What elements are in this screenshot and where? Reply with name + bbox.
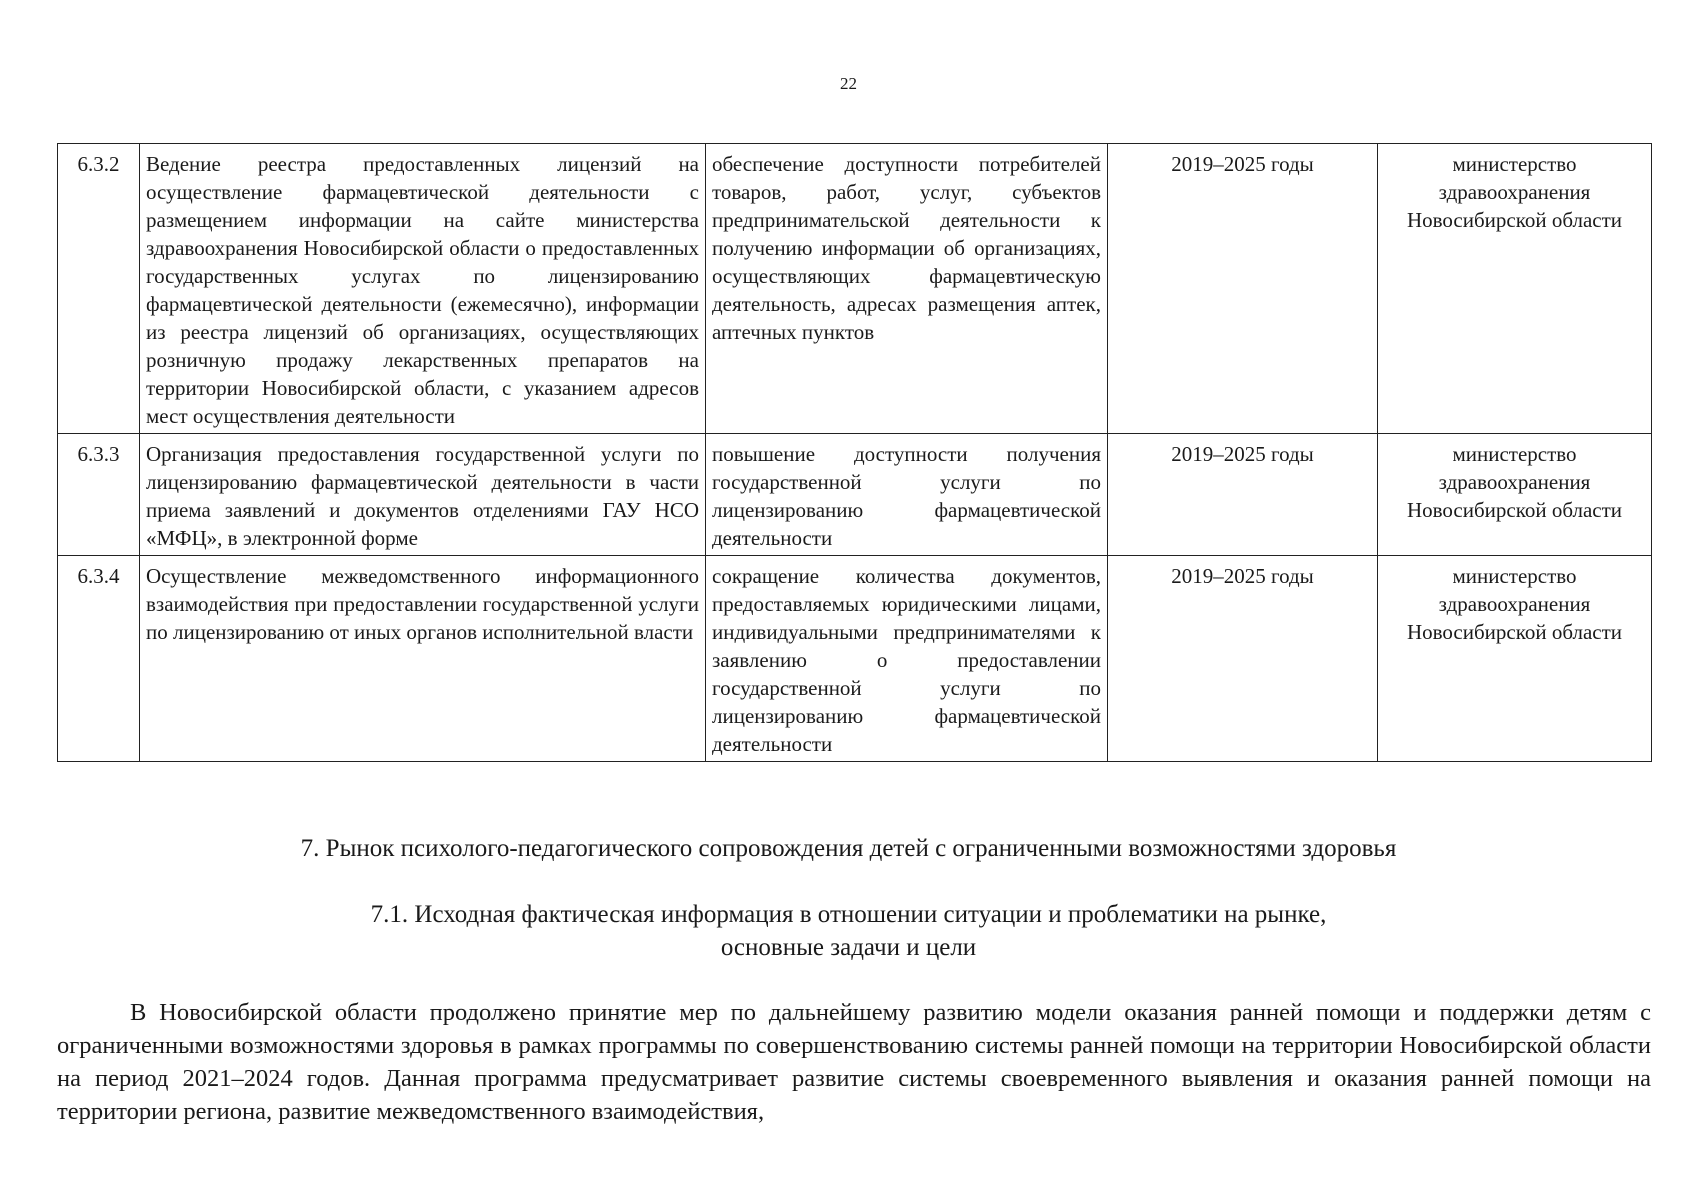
measure-description: Организация предоставления государственной услуги по лицензированию фармацевтической деятельности в части приема заявлений и документов отделениями ГАУ НСО «МФЦ», в электронной форме [140, 434, 706, 556]
responsible-executor: министерство здравоохранения Новосибирской области [1378, 556, 1652, 762]
row-number: 6.3.4 [58, 556, 140, 762]
implementation-period: 2019–2025 годы [1108, 556, 1378, 762]
implementation-period: 2019–2025 годы [1108, 434, 1378, 556]
row-number: 6.3.3 [58, 434, 140, 556]
responsible-executor: министерство здравоохранения Новосибирской области [1378, 434, 1652, 556]
table-row [58, 556, 1652, 762]
expected-result: повышение доступности получения государственной услуги по лицензированию фармацевтической деятельности [706, 434, 1108, 556]
table-row [58, 434, 1652, 556]
subsection-title [0, 898, 1697, 964]
page-number: 22 [840, 74, 857, 93]
subsection-title-line1: 7.1. Исходная фактическая информация в отношении ситуации и проблематики на рынке, [370, 901, 1327, 928]
row-number: 6.3.2 [58, 144, 140, 434]
body-paragraph: В Новосибирской области продолжено принятие мер по дальнейшему развитию модели оказания ранней помощи и поддержки детям с ограниченными возможностями здоровья в рамках программы по совершенствованию системы ранней помощи на территории Новосибирской области на период 2021–2024 годов. Данная программа предусматривает развитие системы своевременного выявления и оказания ранней помощи на территории региона, развитие межведомственного взаимодействия, [57, 999, 1651, 1125]
measure-description: Осуществление межведомственного информационного взаимодействия при предоставлении государственной услуги по лицензированию от иных органов исполнительной власти [140, 556, 706, 762]
expected-result: сокращение количества документов, предоставляемых юридическими лицами, индивидуальными предпринимателями к заявлению о предоставлении государственной услуги по лицензированию фармацевтической деятельности [706, 556, 1108, 762]
subsection-title-line2: основные задачи и цели [720, 934, 977, 961]
measure-description: Ведение реестра предоставленных лицензий на осуществление фармацевтической деятельности с размещением информации на сайте министерства здравоохранения Новосибирской области о предоставленных государственных услугах по лицензированию фармацевтической деятельности (ежемесячно), информации из реестра лицензий об организациях, осуществляющих розничную продажу лекарственных препаратов на территории Новосибирской области, с указанием адресов мест осуществления деятельности [140, 144, 706, 434]
table-row [58, 144, 1652, 434]
implementation-period: 2019–2025 годы [1108, 144, 1378, 434]
responsible-executor: министерство здравоохранения Новосибирской области [1378, 144, 1652, 434]
expected-result: обеспечение доступности потребителей товаров, работ, услуг, субъектов предпринимательской деятельности к получению информации об организациях, осуществляющих фармацевтическую деятельность, адресах размещения аптек, аптечных пунктов [706, 144, 1108, 434]
measures-table [57, 143, 1652, 762]
section-title: 7. Рынок психолого-педагогического сопровождения детей с ограниченными возможностями здоровья [300, 835, 1397, 862]
